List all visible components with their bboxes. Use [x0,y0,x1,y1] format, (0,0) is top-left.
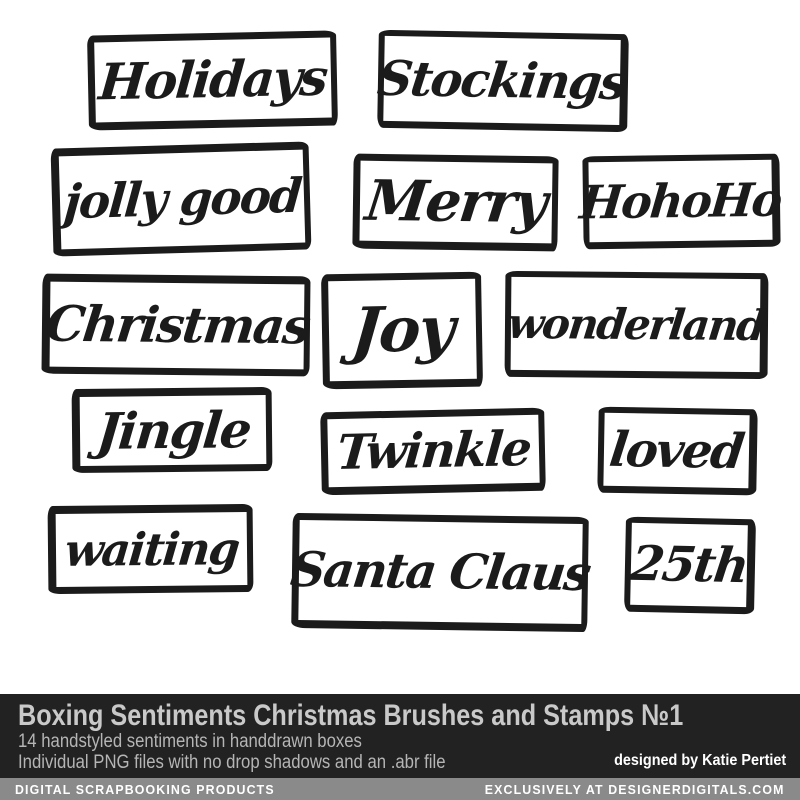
stamp-waiting [48,504,254,594]
stamp-hohoho [577,154,784,250]
stamp-joy [321,272,483,390]
stamp-merry [352,154,558,252]
stamp-merry-label: Merry [362,167,550,237]
stamp-loved [597,407,757,496]
footer-info-bar [0,694,800,778]
stamp-loved-label: loved [606,421,747,480]
stamp-jingle [72,387,273,473]
stamp-christmas-label: Christmas [42,294,312,356]
stamp-stockings-label: Stockings [375,50,629,111]
stamp-waiting-label: waiting [62,522,241,577]
stamp-twinkle [320,408,546,496]
stamp-twinkle-label: Twinkle [334,420,533,482]
stamp-holidays-label: Holidays [96,47,330,112]
brand-bar-left-text: DIGITAL SCRAPBOOKING PRODUCTS [15,781,275,797]
stamp-hohoho-label: HohoHo [577,172,784,230]
designer-credit: designed by Katie Pertiet [613,752,786,769]
stamp-christmas [41,274,310,377]
stamp-stockings [377,30,629,132]
stamp-25th [624,517,756,615]
brand-bar-right-text: EXCLUSIVELY AT DESIGNERDIGITALS.COM [485,781,785,797]
stamp-jingle-label: Jingle [93,399,253,461]
stamp-jolly-good [51,141,312,256]
stamp-santa-claus-label: Santa Claus [288,541,593,603]
stamp-wonderland [505,271,769,379]
stamp-25th-label: 25th [627,535,751,595]
stamp-jolly-good-label: jolly good [61,168,303,231]
product-subtitle-line1: 14 handstyled sentiments in handdrawn boxes [18,731,362,752]
product-subtitle-line2: Individual PNG files with no drop shadows and an .abr file [18,752,446,773]
stamp-joy-label: Joy [348,292,457,367]
stamp-wonderland-label: wonderland [504,298,767,350]
stamp-santa-claus [288,513,593,632]
stamp-holidays [87,30,338,130]
product-title: Boxing Sentiments Christmas Brushes and Stamps №1 [18,699,684,732]
footer-brand-bar [0,778,800,800]
